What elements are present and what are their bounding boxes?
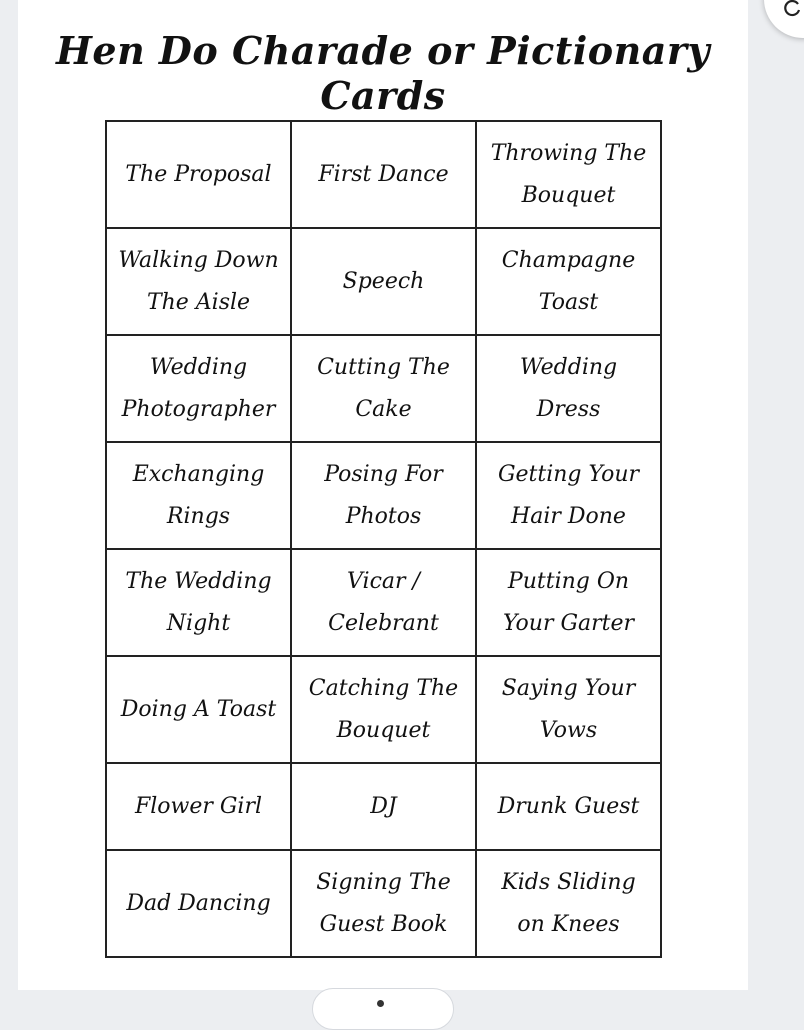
- card-cell: Throwing The Bouquet: [476, 121, 661, 228]
- card-cell: Putting On Your Garter: [476, 549, 661, 656]
- card-cell: The Proposal: [106, 121, 291, 228]
- table-row: [106, 228, 661, 335]
- card-cell: Cutting The Cake: [291, 335, 476, 442]
- card-cell: Vicar / Celebrant: [291, 549, 476, 656]
- card-cell: Dad Dancing: [106, 850, 291, 957]
- refresh-icon: [782, 0, 802, 18]
- card-cell: Signing The Guest Book: [291, 850, 476, 957]
- card-cell: Posing For Photos: [291, 442, 476, 549]
- table-row: [106, 763, 661, 850]
- card-cell: Catching The Bouquet: [291, 656, 476, 763]
- card-cell: Flower Girl: [106, 763, 291, 850]
- page-title: Hen Do Charade or Pictionary Cards: [55, 28, 710, 118]
- cards-table: [105, 120, 662, 958]
- refresh-button[interactable]: [764, 0, 804, 38]
- card-cell: Drunk Guest: [476, 763, 661, 850]
- table-row: [106, 335, 661, 442]
- card-cell: Saying Your Vows: [476, 656, 661, 763]
- card-cell: First Dance: [291, 121, 476, 228]
- card-cell: Getting Your Hair Done: [476, 442, 661, 549]
- card-cell: Wedding Dress: [476, 335, 661, 442]
- document-page: [18, 0, 748, 990]
- card-cell: Champagne Toast: [476, 228, 661, 335]
- card-cell: DJ: [291, 763, 476, 850]
- card-cell: Doing A Toast: [106, 656, 291, 763]
- scroll-handle[interactable]: [312, 988, 454, 1030]
- card-cell: Walking Down The Aisle: [106, 228, 291, 335]
- card-cell: The Wedding Night: [106, 549, 291, 656]
- table-row: [106, 121, 661, 228]
- card-cell: Wedding Photographer: [106, 335, 291, 442]
- card-cell: Speech: [291, 228, 476, 335]
- table-row: [106, 549, 661, 656]
- table-row: [106, 850, 661, 957]
- card-cell: Exchanging Rings: [106, 442, 291, 549]
- card-cell: Kids Sliding on Knees: [476, 850, 661, 957]
- table-row: [106, 442, 661, 549]
- table-row: [106, 656, 661, 763]
